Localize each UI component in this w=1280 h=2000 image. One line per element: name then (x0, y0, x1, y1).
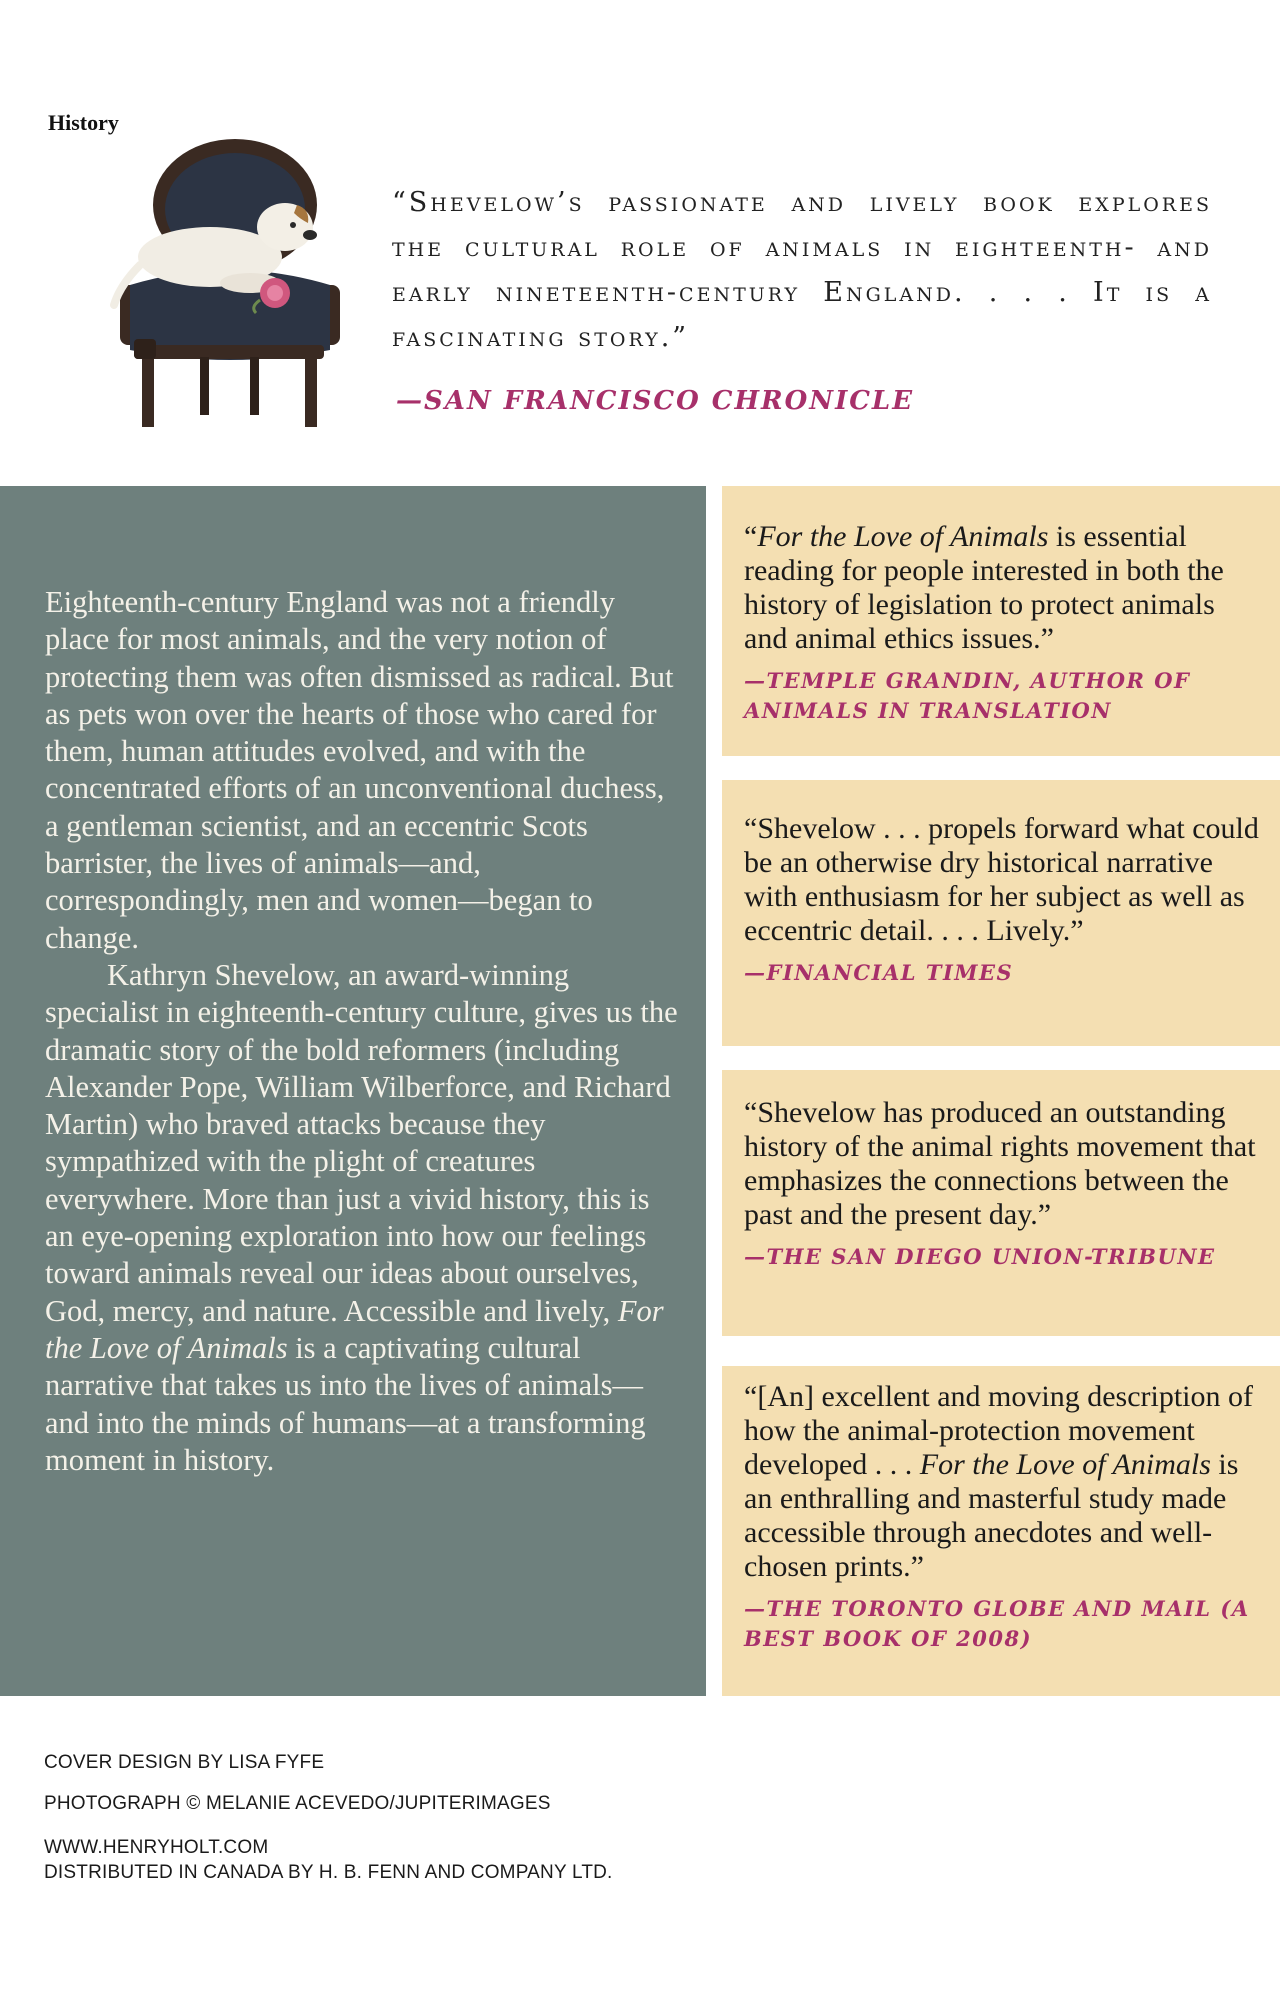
book-title-reference: For the Love of Animals (919, 1448, 1211, 1481)
description-paragraph-2 (45, 957, 685, 1479)
book-title-reference: For the Love of Animals (45, 1293, 664, 1365)
book-title-reference: For the Love of Animals (757, 520, 1049, 553)
distribution-notice: DISTRIBUTED IN CANADA BY H. B. FENN AND COMPANY LTD. (44, 1862, 613, 1883)
review-attribution (744, 666, 1264, 726)
review-quote (744, 520, 1264, 656)
review-card (722, 486, 1280, 756)
review-attribution: —THE TORONTO GLOBE AND MAIL (A BEST BOOK OF 2008) (744, 1596, 1250, 1651)
cover-design-credit: COVER DESIGN BY LISA FYFE (44, 1752, 325, 1773)
review-attribution: —THE SAN DIEGO UNION-TRIBUNE (744, 1244, 1216, 1269)
book-description (45, 584, 685, 1479)
review-card (722, 780, 1280, 1046)
dog-on-chair-photo (100, 135, 360, 455)
description-paragraph-1: Eighteenth-century England was not a friendly place for most animals, and the very notion of protecting them was often dismissed as radical. But as pets won over the hearts of those who cared for them, human attitudes evolved, and with the concentrated efforts of an unconventional duchess, a gentleman scientist, and an eccentric Scots barrister, the lives of animals—and, correspondingly, men and women—began to change. (45, 585, 674, 955)
description-paragraph-2-end: is a captivating cultural narrative that takes us into the lives of animals—and into the minds of humans—at a transforming moment in history. (45, 1330, 646, 1477)
review-quote (744, 1380, 1264, 1584)
review-card (722, 1070, 1280, 1336)
category-label: History (48, 110, 119, 135)
photograph-credit: PHOTOGRAPH © MELANIE ACEVEDO/JUPITERIMAGES (44, 1793, 551, 1814)
review-quote-open: “ (744, 520, 758, 553)
publisher-website: WWW.HENRYHOLT.COM (44, 1837, 269, 1858)
review-attribution: —FINANCIAL TIMES (744, 960, 1014, 985)
review-quote-end: is an enthralling and masterful study made accessible through anecdotes and well-chosen prints.” (744, 1448, 1239, 1583)
review-card (722, 1366, 1280, 1696)
featured-review-quote: “Shevelow’s passionate and lively book explores the cultural role of animals in eighteenth- and early nineteenth-century England. . . . It is a fascinating story.” (392, 187, 1212, 353)
review-attribution-line-1: —TEMPLE GRANDIN, AUTHOR OF (744, 668, 1191, 693)
review-quote-rest: is essential reading for people interested in both the history of legislation to protect animals and animal ethics issues.” (744, 520, 1224, 655)
review-quote: “Shevelow . . . propels forward what could be an otherwise dry historical narrative with enthusiasm for her subject as well as eccentric detail. . . . Lively.” (744, 812, 1259, 947)
featured-review-attribution: —SAN FRANCISCO CHRONICLE (396, 386, 915, 416)
review-quote: “Shevelow has produced an outstanding history of the animal rights movement that emphasizes the connections between the past and the present day.” (744, 1096, 1256, 1231)
review-attribution-line-2: ANIMALS IN TRANSLATION (744, 698, 1113, 723)
review-quote-start: “[An] excellent and moving description of how the animal-protection movement developed . . . (744, 1380, 1254, 1481)
description-paragraph-2-start: Kathryn Shevelow, an award-winning specialist in eighteenth-century culture, gives us the dramatic story of the bold reformers (including Alexander Pope, William Wilberforce, and Richard Martin) who braved attacks because they sympathized with the plight of creatures everywhere. More than just a vivid history, this is an eye-opening exploration into how our feelings toward animals reveal our ideas about ourselves, God, mercy, and nature. Accessible and lively, (45, 957, 678, 1328)
